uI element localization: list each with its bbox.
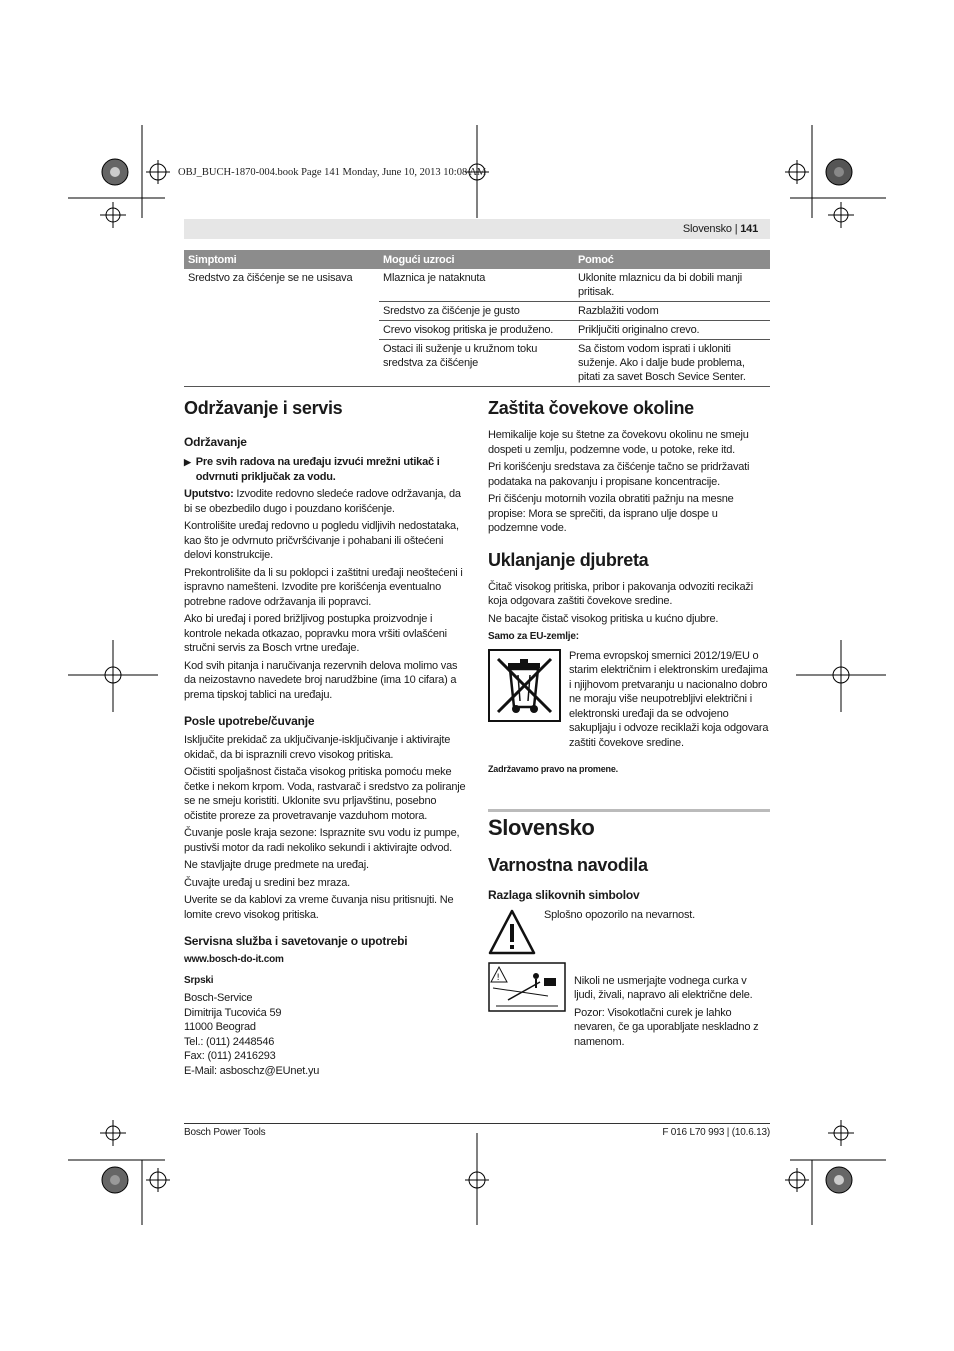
cause-cell: Crevo visokog pritiska je produženo. <box>379 321 574 340</box>
page-number: 141 <box>740 223 758 235</box>
paragraph: Očistiti spoljašnost čistača visokog pritiska pomoću meke četke i nekom krpom. Voda, rastvarač i sredstvo za poliranje se ne smeju koristiti. Uklonite svu prljavštinu, posebno očistite proreze za provetravanje vazduhom motora. <box>184 766 466 822</box>
address-line[interactable]: E-Mail: asboschz@EUnet.yu <box>184 1064 320 1077</box>
paragraph: Pri čišćenju motornih vozila obratiti pažnju na mesne propise: Mora se sprečiti, da isprano ulje dospe u podzemne vode. <box>488 493 734 534</box>
service-address <box>184 991 466 1078</box>
footer-left: Bosch Power Tools <box>184 1127 266 1138</box>
left-column <box>184 398 466 1081</box>
symptom-cell: Sredstvo za čišćenje se ne usisava <box>184 269 379 387</box>
paragraph: Kod svih pitanja i naručivanja rezervnih delova molimo vas da neizostavno navedete broj narudžbine (ima 10 cifara) a prema tipskoj tablici na uređaju. <box>184 659 458 701</box>
cause-cell: Mlaznica je nataknuta <box>379 269 574 302</box>
help-cell: Uklonite mlaznicu da bi dobili manji pritisak. <box>574 269 770 302</box>
page-header-text <box>683 223 758 235</box>
header-separator: | <box>734 223 738 235</box>
subheading-maintenance: Održavanje <box>184 435 247 449</box>
weee-text: Prema evropskoj smernici 2012/19/EU o starim električnim i elektronskim uređajima i njijhovom pretvaranju u nacionalno dobro ne moraju više neupotrebljivi električni i elektronski uređaji da se odvojeno sakupljaju i odvoze reciklaži koja odgovara zaštiti čovekove sredine. <box>569 649 769 749</box>
symbol-row-jet <box>488 962 770 1053</box>
table-row <box>184 269 770 302</box>
paragraph: Uverite se da kablovi za vreme čuvanja nisu pritisnujti. Ne lomite crevo visokog pritiska. <box>184 894 454 921</box>
instruction-text: Izvodite redovno sledeće radove održavanja, da bi se obezbedilo dugo i pouzdano korišćenje. <box>184 488 461 515</box>
cause-cell: Sredstvo za čišćenje je gusto <box>379 302 574 321</box>
section-title-environment: Zaštita čovekove okoline <box>488 398 694 418</box>
symbol-text: Nikoli ne usmerjajte vodnega curka v ljudi, živali, napravo ali električne dele. <box>574 974 753 1001</box>
water-jet-warning-icon <box>488 962 566 1012</box>
symbol-text: Splošno opozorilo na nevarnost. <box>544 908 695 921</box>
paragraph: Pri korišćenju sredstava za čišćenje tačno se pridržavati podataka na pakovanju i propisane koncentracije. <box>488 461 750 488</box>
instruction-label: Uputstvo: <box>184 488 234 500</box>
subheading-after-use: Posle upotrebe/čuvanje <box>184 714 315 728</box>
col-header-help: Pomoć <box>574 250 770 269</box>
symbol-row-warning <box>488 908 770 956</box>
warning-text: Pre svih radova na uređaju izvući mrežni utikač i odvrnuti priključak za vodu. <box>195 456 440 483</box>
address-line: Bosch-Service <box>184 992 253 1004</box>
table-header-row <box>184 250 770 269</box>
footer-rule <box>184 1123 770 1124</box>
paragraph: Čuvajte uređaj u sredini bez mraza. <box>184 876 351 889</box>
warning-note <box>184 455 466 484</box>
footer-right: F 016 L70 993 | (10.6.13) <box>662 1127 770 1138</box>
paragraph: Isključite prekidač za uključivanje-isključivanje i aktivirajte okidač, da bi ispraznili crevo visokog pritiska. <box>184 734 451 761</box>
address-line: Fax: (011) 2416293 <box>184 1050 276 1062</box>
warning-triangle-icon <box>488 908 536 956</box>
col-header-causes: Mogući uzroci <box>379 250 574 269</box>
weee-block <box>488 649 770 751</box>
help-cell: Sa čistom vodom isprati i ukloniti suženje. Ako i dalje bude problema, pitati za savet Bosch Sevice Senter. <box>574 340 770 387</box>
country-label: Srpski <box>184 974 214 986</box>
address-line: Tel.: (011) 2448546 <box>184 1035 275 1048</box>
language-title: Slovensko <box>488 814 595 840</box>
subheading-service: Servisna služba i savetovanje o upotrebi <box>184 934 408 948</box>
right-column <box>488 398 770 1052</box>
cause-cell: Ostaci ili suženje u kružnom toku sredstva za čišćenje <box>379 340 574 387</box>
paragraph: Ne stavljajte druge predmete na uređaj. <box>184 859 369 871</box>
section-title-maintenance: Održavanje i servis <box>184 398 343 418</box>
paragraph: Ako bi uređaj i pored brižljivog postupka proizvodnje i kontrole nekada otkazao, popravku mora vršiti ovlašćeni stručni servis za Bosch vrtne uređaje. <box>184 613 447 654</box>
address-line: 11000 Beograd <box>184 1021 256 1033</box>
symbol-text: Pozor: Visokotlačni curek je lahko nevaren, če ga uporabljate neskladno z namenom. <box>574 1006 759 1048</box>
section-divider <box>488 809 770 812</box>
instruction-paragraph <box>184 487 466 516</box>
col-header-symptoms: Simptomi <box>184 250 379 269</box>
section-title-disposal: Uklanjanje djubreta <box>488 549 649 570</box>
symbol-text-block <box>574 974 770 1053</box>
help-cell: Razblažiti vodom <box>574 302 770 321</box>
arrow-icon: ▶ <box>184 457 191 467</box>
paragraph: Kontrolišite uređaj redovno u pogledu vidljivih nedostataka, kao što je odvrnuto pričvršćivanje i pohabani ili oštećeni delovi konstrukcije. <box>184 520 459 561</box>
paragraph: Čuvanje posle kraja sezone: Ispraznite svu vodu iz pumpe, pustivši motor da radi nekoliko sekundi i aktivirajte odvod. <box>184 827 460 854</box>
help-cell: Priključiti originalno crevo. <box>574 321 770 340</box>
paragraph: Prekontrolišite da li su poklopci i zaštitni uređaji neoštećeni i ispravno namešteni. Izvodite pre korišćenja eventualno potrebne radove održavanja ili popravci. <box>184 566 463 608</box>
paragraph: Hemikalije koje su štetne za čovekovu okolinu ne smeju dospeti u zemlju, podzemne vode, u potoke, reke itd. <box>488 429 749 456</box>
section-title-safety: Varnostna navodila <box>488 854 648 875</box>
header-language: Slovensko <box>682 223 732 235</box>
rights-note: Zadržavamo pravo na promene. <box>488 764 618 774</box>
paragraph: Ne bacajte čistač visokog pritiska u kućno djubre. <box>488 612 719 625</box>
paragraph: Čitač visokog pritiska, pribor i pakovanja odvoziti recikaži koja odgovara zaštiti čovekove sredine. <box>488 580 753 607</box>
book-line: OBJ_BUCH-1870-004.book Page 141 Monday, June 10, 2013 10:08 AM <box>178 167 487 178</box>
address-line: Dimitrija Tucovića 59 <box>184 1006 282 1019</box>
subheading-symbols: Razlaga slikovnih simbolov <box>488 887 640 902</box>
svg-text:!: ! <box>496 972 500 983</box>
crossed-bin-icon <box>488 649 561 722</box>
service-url[interactable]: www.bosch-do-it.com <box>184 954 284 965</box>
troubleshooting-table <box>184 250 770 387</box>
eu-label: Samo za EU-zemlje: <box>488 631 579 642</box>
